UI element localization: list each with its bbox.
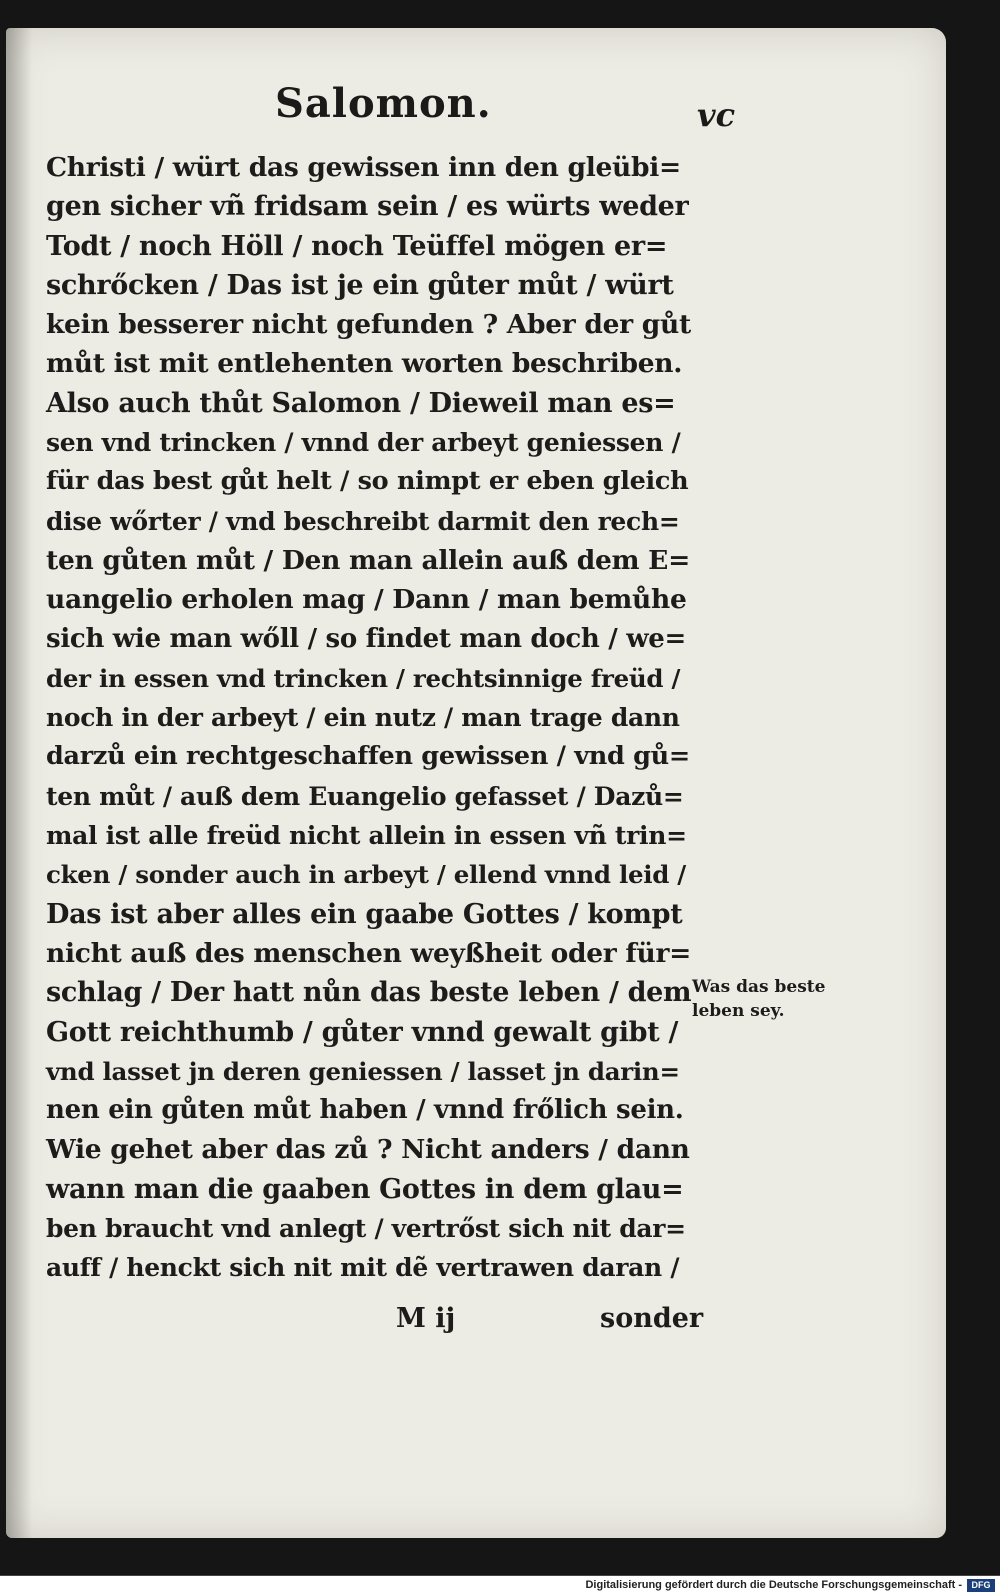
text-line: nen ein gůten můt haben / vnnd frőlich sein. <box>46 1095 684 1126</box>
text-line: nicht auß des menschen weyßheit oder für= <box>46 937 692 969</box>
text-line: uangelio erholen mag / Dann / man bemůhe <box>46 584 687 616</box>
text-line: schrőcken / Das ist je ein gůter můt / würt <box>46 269 674 301</box>
text-line: sich wie man wőll / so findet man doch / we= <box>46 623 686 654</box>
text-line: auff / henckt sich nit mit dẽ vertrawen daran / <box>46 1253 680 1283</box>
text-line: Gott reichthumb / gůter vnnd gewalt gibt / <box>46 1016 679 1048</box>
text-line: der in essen vnd trincken / rechtsinnige freüd / <box>46 663 681 693</box>
dfg-logo-icon: DFG <box>967 1579 995 1592</box>
catchword: sonder <box>600 1303 704 1334</box>
footer-banner <box>0 1575 1000 1596</box>
text-line: kein besserer nicht gefunden ? Aber der gůt <box>46 309 691 341</box>
running-head: Salomon. <box>275 80 492 127</box>
signature-mark: M ij <box>396 1303 456 1334</box>
text-line: cken / sonder auch in arbeyt / ellend vnnd leid / <box>46 860 686 890</box>
text-line: Also auch thůt Salomon / Dieweil man es= <box>46 387 676 419</box>
text-line: Todt / noch Höll / noch Teüffel mögen er= <box>46 230 668 262</box>
footer-credit: Digitalisierung gefördert durch die Deutsche Forschungsgemeinschaft - <box>585 1579 962 1591</box>
text-line: ten můt / auß dem Euangelio gefasset / Dazů= <box>46 781 684 811</box>
text-line: vnd lasset jn deren geniessen / lasset jn darin= <box>46 1056 680 1086</box>
text-line: ten gůten můt / Den man allein auß dem E= <box>46 544 690 576</box>
text-line: gen sicher vñ fridsam sein / es würts weder <box>46 191 689 223</box>
page-gutter-shadow <box>6 28 32 1538</box>
body-text <box>46 148 691 1288</box>
text-line: für das best gůt helt / so nimpt er eben gleich <box>46 466 689 497</box>
text-line: dise wőrter / vnd beschreibt darmit den rech= <box>46 506 680 536</box>
text-line: schlag / Der hatt nůn das beste leben / dem <box>46 977 692 1009</box>
text-line: wann man die gaaben Gottes in dem glau= <box>46 1173 684 1205</box>
text-line: můt ist mit entlehenten worten beschriben. <box>46 348 683 380</box>
text-line: noch in der arbeyt / ein nutz / man trage dann <box>46 703 680 733</box>
text-line: sen vnd trincken / vnnd der arbeyt geniessen / <box>46 428 681 458</box>
text-line: Christi / würt das gewissen inn den gleübi= <box>46 152 681 183</box>
text-line: mal ist alle freüd nicht allein in essen vñ trin= <box>46 821 687 851</box>
text-line: ben braucht vnd anlegt / vertrőst sich nit dar= <box>46 1214 686 1244</box>
text-line: Das ist aber alles ein gaabe Gottes / kompt <box>46 898 683 930</box>
folio-number: vc <box>697 96 736 134</box>
text-line: Wie gehet aber das zů ? Nicht anders / dann <box>46 1134 690 1166</box>
text-line: darzů ein rechtgeschaffen gewissen / vnd gů= <box>46 741 690 772</box>
marginal-note: Was das beste leben sey. <box>692 977 826 1021</box>
